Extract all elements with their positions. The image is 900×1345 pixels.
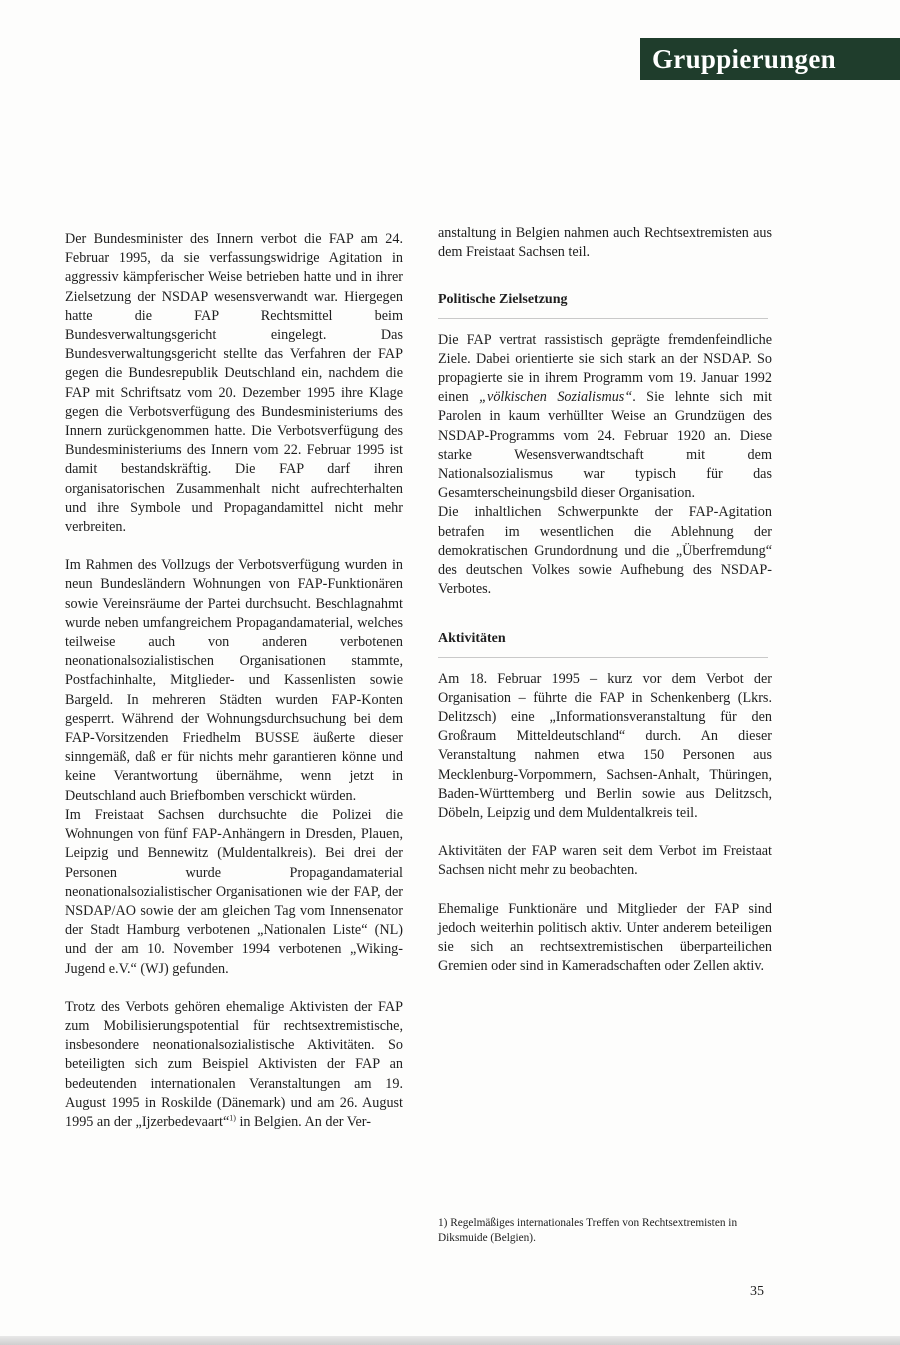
section-header-tab (640, 38, 900, 80)
right-column (438, 224, 772, 977)
page-number: 35 (750, 1284, 764, 1299)
mobilisierung-text: Trotz des Verbots gehören ehemalige Aktivisten der FAP zum Mobilisierungspotential für rechtsextremistische, insbesondere neonationalsozialistische Aktivitäten. So beteiligten sich zum Beispiel Aktivisten der FAP an bedeutenden internationalen Veranstaltungen am 19. August 1995 in Roskilde (Dänemark) und am 26. August 1995 an der „Ijzerbedevaart“ (65, 998, 403, 1130)
mobilisierung-text-end: in Belgien. An der Ver- (235, 1113, 371, 1130)
zielsetzung-quote: „völkischen Sozialismus“ (479, 389, 633, 406)
paragraph-zielsetzung (438, 331, 772, 504)
section-heading-politische-zielsetzung: Politische Zielsetzung (438, 290, 768, 318)
zielsetzung-text-end: . Sie lehnte sich mit Parolen in kaum verhüllter Weise an Grundzügen des NSDAP-Programms vom 24. Februar 1920 an. Diese starke Wesensverwandtschaft mit dem Nationalsozialismus war typisch für das Gesamterscheinungsbild dieser Organisation. (438, 389, 772, 502)
paragraph-continuation: anstaltung in Belgien nahmen auch Rechtsextremisten aus dem Freistaat Sachsen teil. (438, 225, 772, 261)
zielsetzung-text: Die FAP vertrat rassistisch geprägte fremdenfeindliche Ziele. Dabei orientierte sie sich stark an der NSDAP. So propagierte sie in ihrem Programm vom 19. Januar 1992 einen (438, 331, 772, 406)
paragraph-mobilisierung (65, 998, 403, 1132)
paragraph-weiterhin-aktiv: Ehemalige Funktionäre und Mitglieder der FAP sind jedoch weiterhin politisch aktiv. Unter anderem beteiligen sie sich an rechtsextremistischen überparteilichen Gremien oder sind in Kameradschaften oder Zellen aktiv. (438, 900, 772, 975)
section-title: Gruppierungen (652, 44, 836, 74)
footnote-reference: 1) (229, 1113, 236, 1123)
paragraph-verbot: Der Bundesminister des Innern verbot die FAP am 24. Februar 1995, da sie verfassungswidrige Agitation in aggressiv kämpferischer Weise betrieben hatte und in ihrer Zielsetzung der NSDAP wesensverwandt war. Hiergegen hatte die FAP Rechtsmittel beim Bundesverwaltungsgericht eingelegt. Das Bundesverwaltungsgericht stellte das Verfahren der FAP gegen die Bundesrepublik Deutschland ein, nachdem die FAP mit Schriftsatz vom 20. Dezember 1995 ihre Klage gegen die Verbotsverfügung des Bundesministeriums des Innern zurückgenommen hatte. Die Verbotsverfügung des Bundesministeriums des Innern vom 22. Februar 1995 ist damit bestandskräftig. Die FAP darf ihren organisatorischen Zusammenhalt nicht aufrechterhalten und ihre Symbole und Propagandamittel nicht mehr verbreiten. (65, 231, 403, 536)
page-bottom-edge (0, 1336, 900, 1345)
paragraph-agitation: Die inhaltlichen Schwerpunkte der FAP-Agitation betrafen im wesentlichen die Ablehnung der demokratischen Grundordnung und die „Überfremdung“ des deutschen Volkes sowie Aufhebung des NSDAP-Verbotes. (438, 504, 772, 598)
paragraph-sachsen-durchsuchung: Im Freistaat Sachsen durchsuchte die Polizei die Wohnungen von fünf FAP-Anhängern in Dresden, Plauen, Leipzig und Bennewitz (Muldentalkreis). Bei drei der Personen wurde Propagandamaterial neonationalsozialistischer Organisationen wie der FAP, der NSDAP/AO sowie der am gleichen Tag vom Innensenator der Stadt Hamburg verbotenen „Nationalen Liste“ (NL) und der am 10. November 1994 verbotenen „Wiking-Jugend e.V.“ (WJ) gefunden. (65, 806, 403, 977)
section-heading-aktivitaeten: Aktivitäten (438, 629, 768, 657)
paragraph-schenkenberg: Am 18. Februar 1995 – kurz vor dem Verbot der Organisation – führte die FAP in Schenkenberg (Lkrs. Delitzsch) eine „Informationsveranstaltung für den Großraum Mitteldeutschland“ durch. An dieser Veranstaltung nahmen etwa 150 Personen aus Mecklenburg-Vorpommern, Sachsen-Anhalt, Thüringen, Baden-Württemberg und Berlin sowie aus Delitzsch, Döbeln, Leipzig und dem Muldentalkreis teil. (438, 670, 772, 822)
paragraph-vollzug: Im Rahmen des Vollzugs der Verbotsverfügung wurden in neun Bundesländern Wohnungen von FAP-Funktionären sowie Vereinsräume der Partei durchsucht. Beschlagnahmt wurde neben umfangreichem Propagandamaterial, welches teilweise auch von anderen verbotenen neonationalsozialistischen Organisationen stammte, Postfachinhalte, Mitglieder- und Kassenlisten sowie Bargeld. In mehreren Städten wurden FAP-Konten gesperrt. Während der Wohnungsdurchsuchung bei dem FAP-Vorsitzenden Friedhelm BUSSE äußerte dieser sinngemäß, daß er für nichts mehr garantieren könne und keine Verantwortung übernähme, wenn jetzt in Deutschland auch Briefbomben verschickt würden. (65, 557, 403, 804)
footnote: 1) Regelmäßiges internationales Treffen von Rechtsextremisten in Diksmuide (Belgien). (438, 1217, 738, 1244)
paragraph-nach-verbot: Aktivitäten der FAP waren seit dem Verbot im Freistaat Sachsen nicht mehr zu beobachten. (438, 843, 772, 879)
left-column (65, 230, 403, 1132)
